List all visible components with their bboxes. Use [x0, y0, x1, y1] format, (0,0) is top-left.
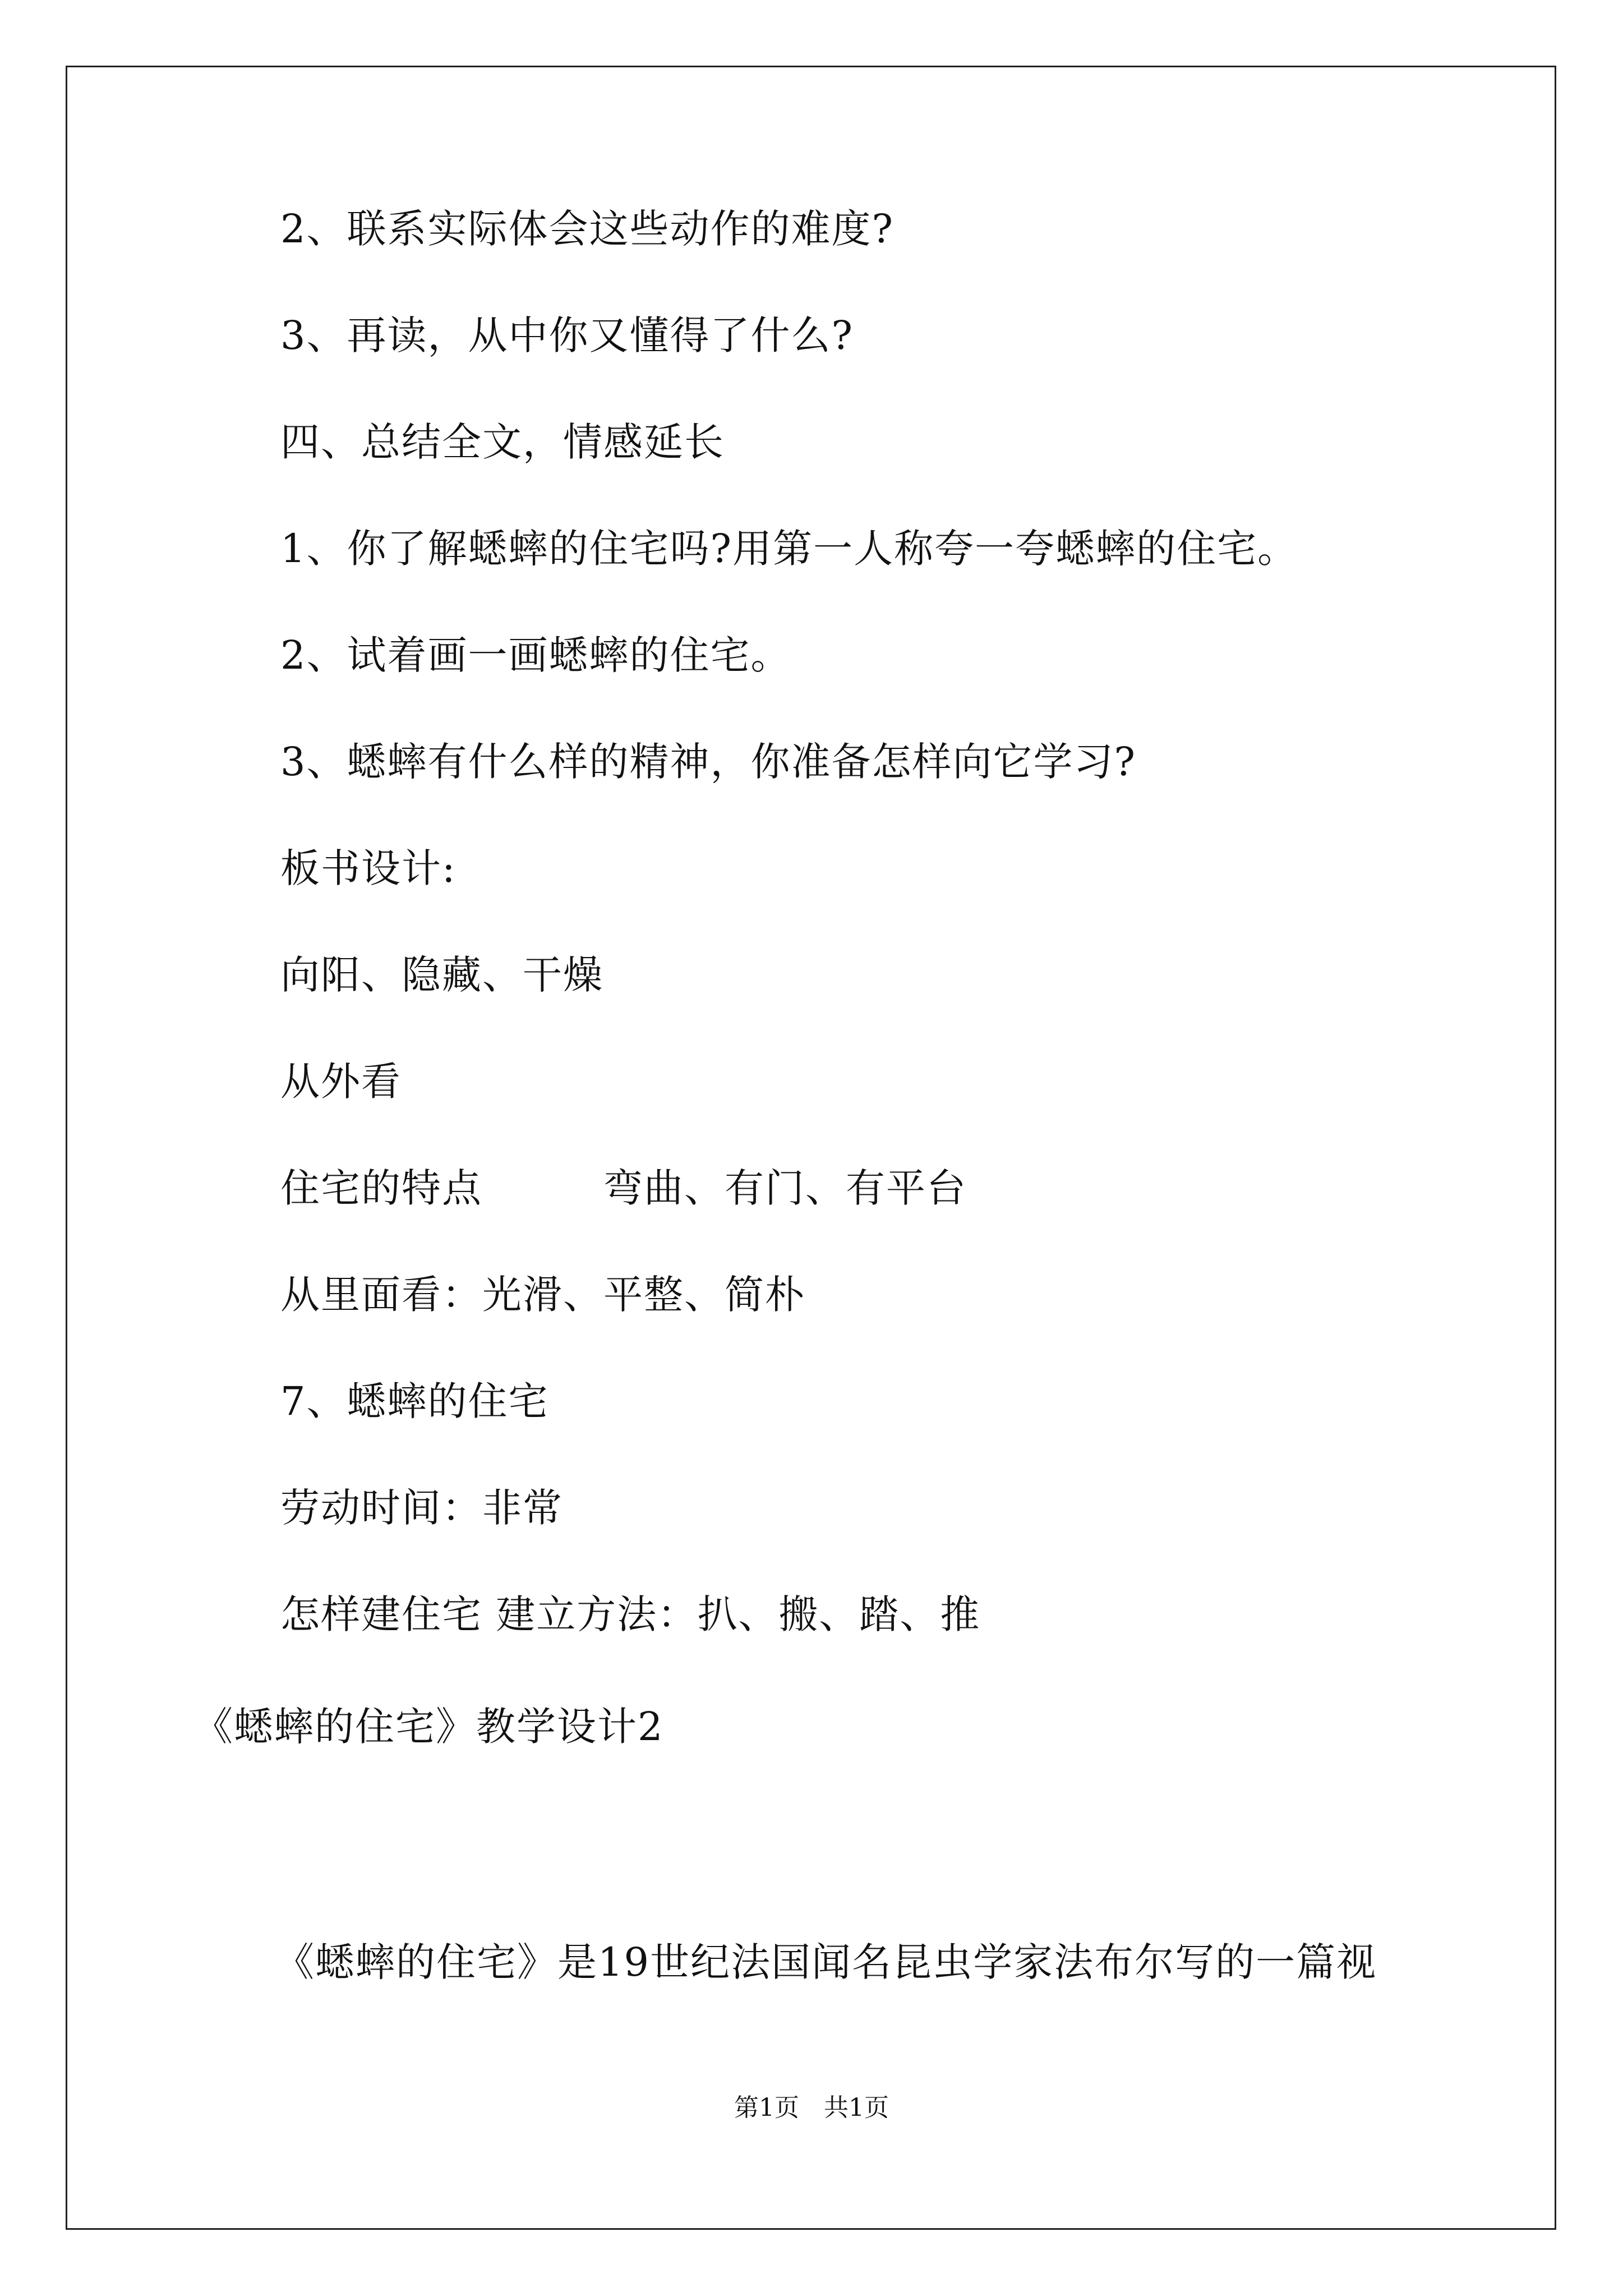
- text-line: 2、联系实际体会这些动作的难度?: [280, 206, 895, 252]
- text-line: 劳动时间：非常: [280, 1485, 563, 1531]
- text-line: 3、再读，从中你又懂得了什么?: [280, 312, 854, 358]
- text-line: 向阳、隐藏、干燥: [280, 952, 603, 998]
- text-line: 从外看: [280, 1059, 402, 1105]
- text-line: 7、蟋蟀的住宅: [280, 1378, 549, 1424]
- text-line: 2、试着画一画蟋蟀的住宅。: [280, 632, 791, 678]
- text-line: 1、你了解蟋蟀的住宅吗?用第一人称夸一夸蟋蟀的住宅。: [280, 526, 1298, 572]
- page-border: [66, 66, 1556, 2230]
- page-footer: 第1页 共1页: [734, 2093, 889, 2122]
- section-heading: 四、总结全文，情感延长: [280, 419, 725, 465]
- text-line: 住宅的特点 弯曲、有门、有平台: [280, 1165, 967, 1211]
- intro-paragraph: 《蟋蟀的住宅》是19世纪法国闻名昆虫学家法布尔写的一篇视: [275, 1939, 1377, 1985]
- text-line: 板书设计:: [280, 845, 457, 891]
- text-line: 3、蟋蟀有什么样的精神，你准备怎样向它学习?: [280, 739, 1137, 785]
- text-line: 从里面看：光滑、平整、简朴: [280, 1272, 805, 1318]
- text-line: 怎样建住宅 建立方法：扒、搬、踏、推: [280, 1591, 981, 1637]
- section-title: 《蟋蟀的住宅》教学设计2: [193, 1704, 664, 1750]
